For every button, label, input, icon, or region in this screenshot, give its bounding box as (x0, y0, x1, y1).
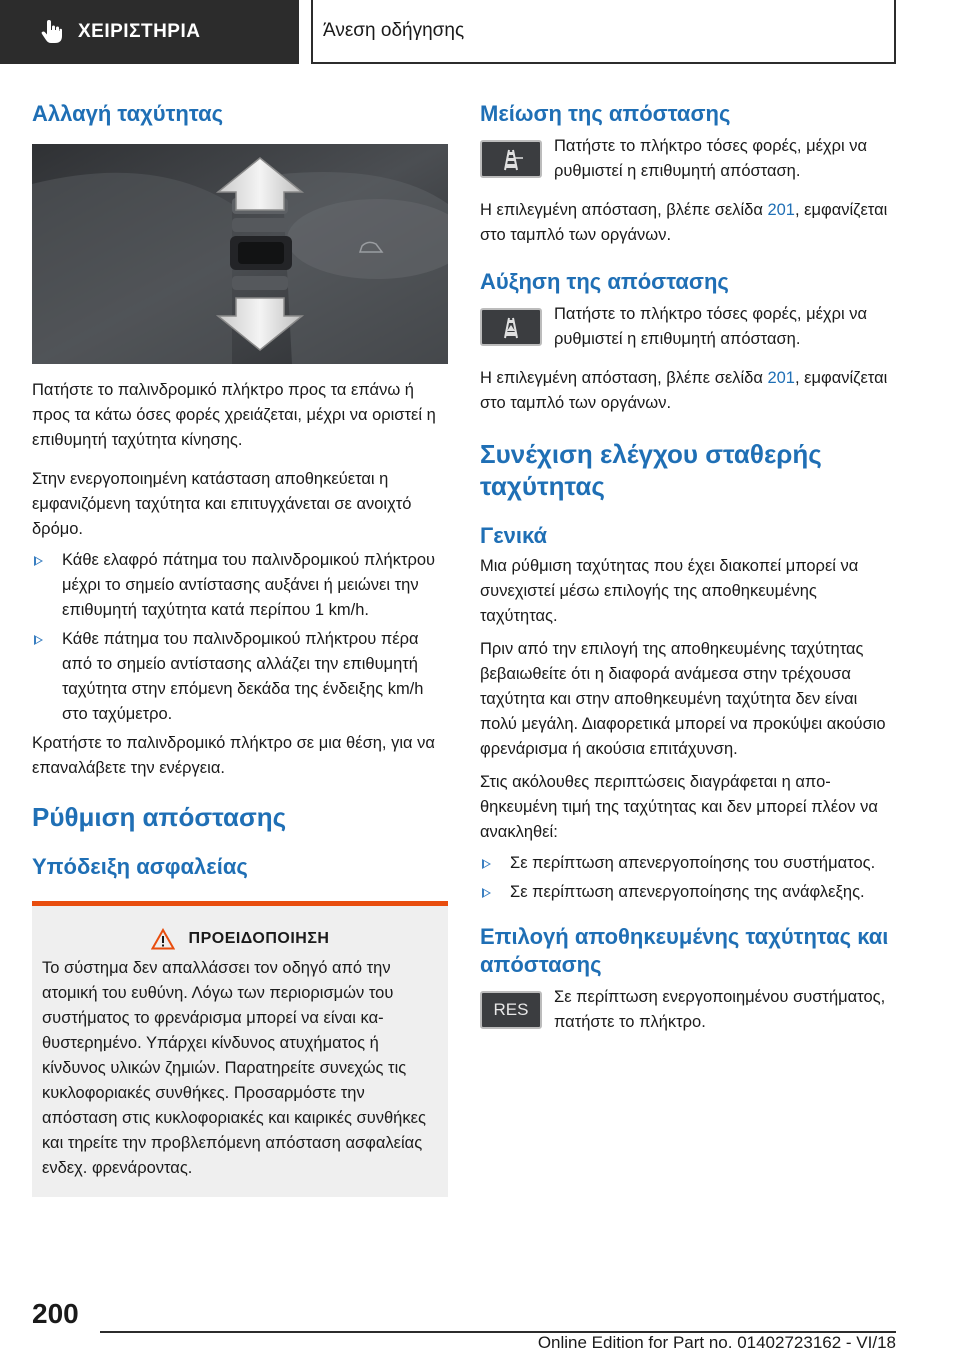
page-link-201[interactable]: 201 (767, 369, 795, 387)
left-column (32, 100, 448, 1197)
distance-reduce-button-image (480, 140, 542, 178)
list-item: Κάθε ελαφρό πάτημα του παλινδρομικού πλήκτρου μέχρι το σημείο αντίστασης αυξάνει ή μειώνει την επιθυμητή ταχύτητα κατά περίπου 1 km/h. (32, 548, 448, 623)
header-chapter-box (311, 0, 896, 64)
heading-distance-setting: Ρύθμιση απόστασης (32, 802, 287, 832)
list-item: Κάθε πάτημα του παλινδρομικού πλήκτρου πέρα από το σημείο αντίστασης αλλάζει την επιθυμητή ταχύτητα στην επόμενη δεκάδα της ένδειξης km/h στο ταχύμετρο. (32, 627, 448, 727)
heading-safety-note: Υπόδειξη ασφαλείας (32, 854, 248, 879)
increase-distance-row (480, 302, 896, 352)
paragraph-change-speed-1: Πατήστε το παλινδρομικό πλήκτρο προς τα επάνω ή προς τα κάτω όσες φορές χρειάζεται, μέχρι να οριστεί η επιθυμητή ταχύτητα κίνησης. (32, 381, 436, 449)
paragraph-change-speed-2: Στην ενεργοποιημένη κατάσταση αποθηκεύεται η εμφανιζόμενη ταχύτητα και επιτυγχάνεται σε ανοιχτό δρόμο. (32, 470, 412, 538)
heading-general: Γενικά (480, 523, 548, 548)
warning-triangle-icon (151, 928, 175, 950)
list-speed-steps (32, 548, 448, 727)
bullet-triangle-icon (34, 635, 43, 645)
header-section-title: ΧΕΙΡΙΣΤΗΡΙΑ (78, 21, 201, 42)
page-link-201[interactable]: 201 (767, 201, 795, 219)
bullet-triangle-icon (482, 888, 491, 898)
footer-edition: Online Edition for Part no. 01402723162 - VI/18 (537, 1333, 896, 1352)
reduce-distance-text: Πατήστε το πλήκτρο τόσες φορές, μέχρι να ρυθμιστεί η επιθυμητή απόσταση. (554, 137, 868, 180)
heading-change-speed: Αλλαγή ταχύτητας (32, 101, 224, 126)
selected-distance-note-1: Η επιλεγμένη απόσταση, βλέπε σελίδα 201, εμφανίζεται στο ταμπλό των οργάνων. (480, 201, 888, 244)
list-item: Σε περίπτωση απενεργοποίησης του συστήματος. (480, 851, 896, 876)
res-button-image (480, 991, 542, 1029)
steering-wheel-photo (32, 144, 448, 364)
heading-reduce-distance: Μείωση της απόστασης (480, 101, 731, 126)
bullet-triangle-icon (482, 859, 491, 869)
heading-increase-distance: Αύξηση της απόστασης (480, 269, 729, 294)
paragraph-change-speed-3: Κρατήστε το παλινδρομικό πλήκτρο σε μια θέση, για να επαναλάβετε την ενέργεια. (32, 734, 435, 777)
general-paragraph-1: Μια ρύθμιση ταχύτητας που έχει διακοπεί μπορεί να συνεχιστεί μέσω επιλογής της αποθηκευμένης ταχύτητας. (480, 557, 859, 625)
general-paragraph-3: Στις ακόλουθες περιπτώσεις διαγράφεται η αποθηκευμένη τιμή της ταχύτητας και δεν μπορεί πλέον να ανακληθεί: (480, 773, 878, 841)
res-text: Σε περίπτωση ενεργοποιημένου συστήματος, πατήστε το πλήκτρο. (554, 988, 886, 1031)
steering-wheel-rocker-illustration (32, 144, 448, 364)
warning-title: ΠΡΟΕΙΔΟΠΟΙΗΣΗ (188, 930, 330, 947)
page-number: 200 (32, 1298, 79, 1329)
res-row (480, 985, 896, 1035)
increase-distance-text: Πατήστε το πλήκτρο τόσες φορές, μέχρι να ρυθμιστεί η επιθυμητή απόσταση. (554, 305, 868, 348)
right-column (480, 100, 896, 1035)
warning-box (32, 901, 448, 1197)
bullet-triangle-icon (34, 556, 43, 566)
header-section-tab (0, 0, 299, 64)
list-deletion-cases (480, 851, 896, 905)
distance-reduce-icon (491, 146, 531, 172)
selected-distance-note-2: Η επιλεγμένη απόσταση, βλέπε σελίδα 201, εμφανίζεται στο ταμπλό των οργάνων. (480, 369, 888, 412)
distance-increase-button-image (480, 308, 542, 346)
heading-continue-cruise-control: Συνέχιση ελέγχου σταθερής ταχύτητας (480, 439, 822, 501)
warning-text: Το σύστημα δεν απαλλάσσει τον οδηγό από την ατομική του ευθύνη. Λόγω των περιορισμών του συστήματος το φρενάρισμα μπορεί να είναι καθυστερημένο. Υπάρχει κίνδυνος ατυχήματος ή κίνδυνος υλικών ζημιών. Παρατηρείτε συνεχώς τις κυκλοφοριακές συνθήκες. Προσαρμόστε την απόσταση στις κυκλοφοριακές και καιρικές συνθήκες και τηρείτε την προβλεπόμενη απόσταση ασφαλείας ενδεχ. φρενάροντας. (42, 959, 426, 1177)
res-button-label: RES (493, 1000, 529, 1019)
heading-select-stored: Επιλογή αποθηκευμένης ταχύτητας και απόστασης (480, 924, 889, 977)
hand-pointer-icon (40, 19, 64, 45)
general-paragraph-2: Πριν από την επιλογή της αποθηκευμένης ταχύτητας βεβαιωθείτε ότι η διαφορά ανάμεσα στην τρέχουσα ταχύτητα και στην αποθηκευμένη ταχύτητα δεν είναι πολύ μεγάλη. Διαφορετικά μπορεί να προκύψει ακούσιο φρενάρισμα ή ακούσια επιτάχυνση. (480, 640, 886, 758)
reduce-distance-row (480, 134, 896, 184)
header-chapter-title: Άνεση οδήγησης (323, 20, 465, 41)
distance-increase-icon (491, 314, 531, 340)
warning-header (42, 928, 438, 950)
list-item: Σε περίπτωση απενεργοποίησης της ανάφλεξης. (480, 880, 896, 905)
